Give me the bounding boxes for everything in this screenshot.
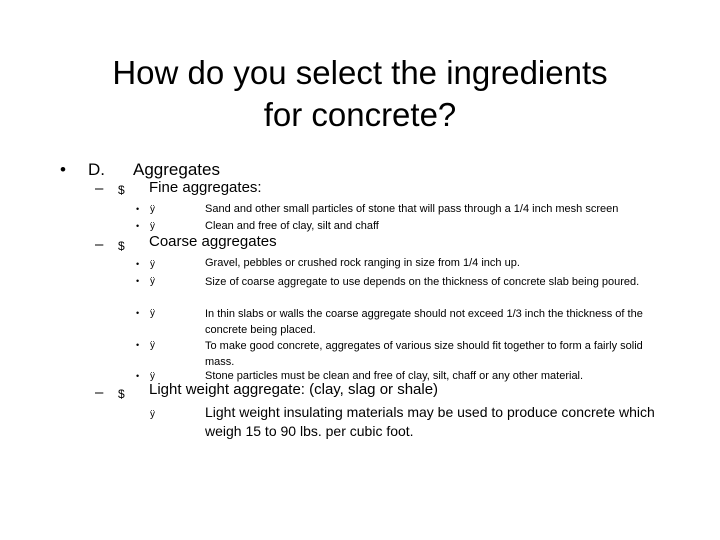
small-bullet: • xyxy=(136,371,140,381)
dash-bullet: – xyxy=(95,180,104,197)
small-bullet: • xyxy=(136,204,140,214)
coarse-item-1: Gravel, pebbles or crushed rock ranging in size from 1/4 inch up. xyxy=(205,257,520,269)
pen-bullet-icon: ÿ xyxy=(150,259,155,270)
sub-bullet-icon: $ xyxy=(118,239,125,253)
coarse-item-5: Stone particles must be clean and free of clay, silt, chaff or any other material. xyxy=(205,370,584,382)
pen-bullet-icon: ÿ xyxy=(150,409,155,420)
fine-item-1: Sand and other small particles of stone that will pass through a 1/4 inch mesh screen xyxy=(205,203,619,215)
pen-bullet-icon: ÿ xyxy=(150,308,155,319)
coarse-item-3: In thin slabs or walls the coarse aggregate should not exceed 1/3 inch the thickness of the concrete being placed. xyxy=(205,308,643,336)
fine-heading: Fine aggregates: xyxy=(149,179,262,196)
section-heading: Aggregates xyxy=(133,160,220,179)
pen-bullet-icon: ÿ xyxy=(150,371,155,382)
dash-bullet: – xyxy=(95,384,104,401)
small-bullet: • xyxy=(136,340,140,350)
title-line-2: for concrete? xyxy=(263,96,457,133)
pen-bullet-icon: ÿ xyxy=(150,204,155,215)
coarse-item-4: To make good concrete, aggregates of various size should fit together to form a fairly solid mass. xyxy=(205,340,643,368)
pen-bullet-icon: ÿ xyxy=(150,276,155,287)
small-bullet: • xyxy=(136,259,140,269)
small-bullet: • xyxy=(136,221,140,231)
small-bullet: • xyxy=(136,308,140,318)
bullet-dot: • xyxy=(60,160,66,179)
sub-bullet-icon: $ xyxy=(118,183,125,197)
coarse-heading: Coarse aggregates xyxy=(149,233,277,250)
section-label: D. xyxy=(88,160,105,179)
coarse-item-2: Size of coarse aggregate to use depends on the thickness of concrete slab being poured. xyxy=(205,276,640,288)
title-line-1: How do you select the ingredients xyxy=(112,54,608,91)
dash-bullet: – xyxy=(95,236,104,253)
light-heading: Light weight aggregate: (clay, slag or shale) xyxy=(149,381,439,398)
fine-item-2: Clean and free of clay, silt and chaff xyxy=(205,220,379,232)
pen-bullet-icon: ÿ xyxy=(150,340,155,351)
light-item: Light weight insulating materials may be used to produce concrete which weigh 15 to 90 lbs. per cubic foot. xyxy=(205,404,655,439)
sub-bullet-icon: $ xyxy=(118,387,125,401)
pen-bullet-icon: ÿ xyxy=(150,221,155,232)
small-bullet: • xyxy=(136,276,140,286)
slide-title xyxy=(0,52,720,136)
